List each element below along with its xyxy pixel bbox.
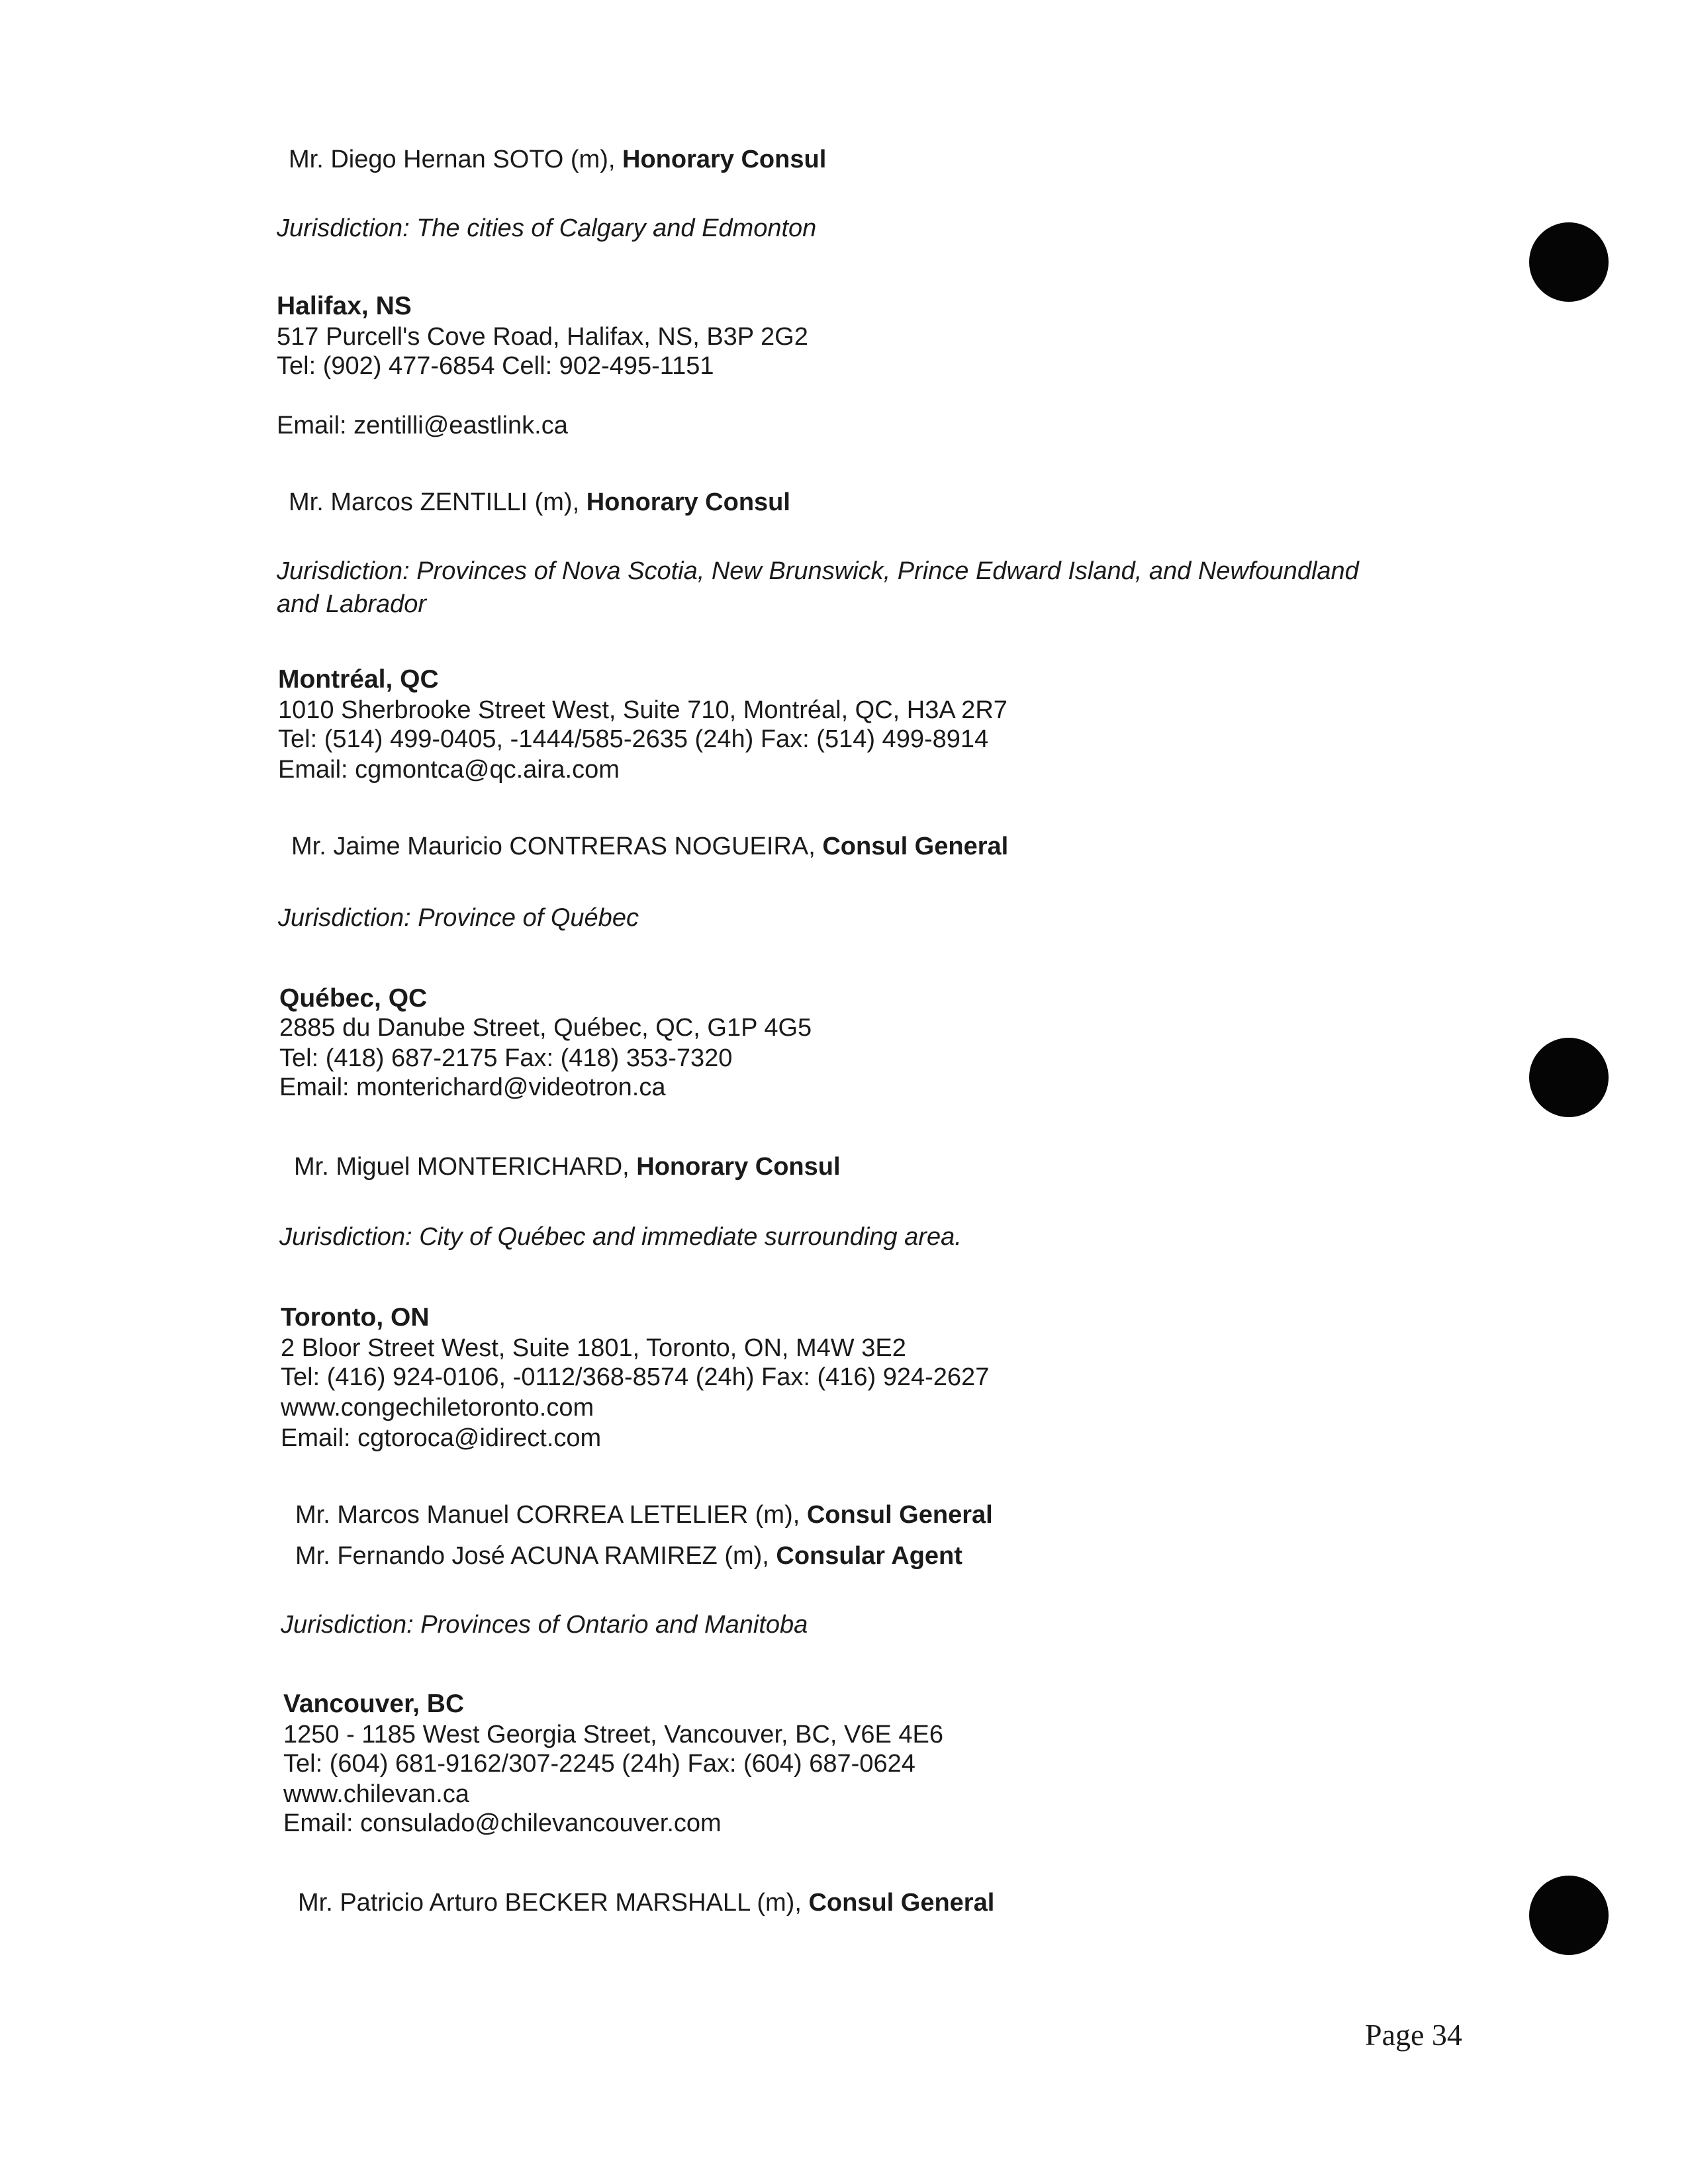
jurisdiction-text: Provinces of Nova Scotia, New Brunswick, Prince Edward Island, and Newfoundland [416, 557, 1359, 585]
official-correa [295, 1500, 993, 1530]
jurisdiction-label: Jurisdiction: [277, 557, 410, 585]
official-name: Mr. Miguel MONTERICHARD, [294, 1153, 630, 1181]
punch-hole-bottom [1529, 1876, 1609, 1955]
official-name: Mr. Jaime Mauricio CONTRERAS NOGUEIRA, [291, 833, 816, 860]
jurisdiction-text: City of Québec and immediate surrounding area. [419, 1223, 962, 1251]
office-heading-quebec: Québec, QC [279, 984, 428, 1013]
jurisdiction-label: Jurisdiction: [277, 214, 410, 242]
office-website: www.congechiletoronto.com [281, 1394, 594, 1422]
office-email: Email: consulado@chilevancouver.com [283, 1809, 722, 1837]
official-contreras [291, 831, 1008, 862]
official-title: Consul General [822, 833, 1009, 860]
official-name: Mr. Marcos ZENTILLI (m), [289, 488, 580, 516]
office-phone: Tel: (514) 499-0405, -1444/585-2635 (24h) Fax: (514) 499-8914 [278, 725, 989, 753]
jurisdiction-halifax-cont: and Labrador [277, 590, 427, 618]
jurisdiction-text: Provinces of Ontario and Manitoba [420, 1611, 808, 1639]
official-title: Honorary Consul [622, 146, 827, 173]
official-name: Mr. Diego Hernan SOTO (m), [289, 146, 616, 173]
office-email: Email: monterichard@videotron.ca [279, 1073, 666, 1101]
jurisdiction-label: Jurisdiction: [279, 1223, 412, 1251]
official-monterichard [294, 1152, 841, 1182]
official-name: Mr. Marcos Manuel CORREA LETELIER (m), [295, 1501, 800, 1529]
jurisdiction-soto [277, 213, 816, 244]
office-email: Email: cgtoroca@idirect.com [281, 1424, 602, 1452]
official-becker [298, 1888, 994, 1918]
official-title: Consul General [806, 1501, 993, 1529]
jurisdiction-toronto [281, 1610, 808, 1640]
office-address: 1010 Sherbrooke Street West, Suite 710, Montréal, QC, H3A 2R7 [278, 696, 1008, 724]
office-heading-montreal: Montréal, QC [278, 665, 439, 694]
official-title: Honorary Consul [586, 488, 790, 516]
office-email: Email: zentilli@eastlink.ca [277, 412, 568, 439]
office-phone: Tel: (604) 681-9162/307-2245 (24h) Fax: (604) 687-0624 [283, 1750, 915, 1778]
office-email: Email: cgmontca@qc.aira.com [278, 756, 620, 784]
page-number: Page 34 [1365, 2018, 1462, 2052]
jurisdiction-montreal [278, 903, 639, 933]
jurisdiction-text: The cities of Calgary and Edmonton [416, 214, 817, 242]
jurisdiction-label: Jurisdiction: [281, 1611, 414, 1639]
office-website: www.chilevan.ca [283, 1780, 469, 1808]
official-zentilli [289, 487, 790, 518]
jurisdiction-label: Jurisdiction: [278, 904, 411, 932]
official-soto [289, 144, 826, 175]
office-address: 2 Bloor Street West, Suite 1801, Toronto, ON, M4W 3E2 [281, 1334, 906, 1362]
official-acuna [295, 1541, 962, 1571]
office-address: 2885 du Danube Street, Québec, QC, G1P 4G5 [279, 1014, 812, 1042]
office-phone: Tel: (416) 924-0106, -0112/368-8574 (24h) Fax: (416) 924-2627 [281, 1363, 990, 1391]
official-name: Mr. Patricio Arturo BECKER MARSHALL (m), [298, 1889, 802, 1917]
jurisdiction-text: Province of Québec [418, 904, 639, 932]
jurisdiction-halifax [277, 556, 1359, 586]
office-heading-vancouver: Vancouver, BC [283, 1690, 465, 1718]
punch-hole-top [1529, 222, 1609, 302]
official-title: Honorary Consul [636, 1153, 841, 1181]
official-title: Consular Agent [776, 1542, 962, 1570]
office-phone: Tel: (902) 477-6854 Cell: 902-495-1151 [277, 352, 714, 380]
office-address: 517 Purcell's Cove Road, Halifax, NS, B3P 2G2 [277, 323, 808, 351]
official-name: Mr. Fernando José ACUNA RAMIREZ (m), [295, 1542, 769, 1570]
office-heading-halifax: Halifax, NS [277, 292, 412, 320]
jurisdiction-quebec [279, 1222, 962, 1252]
official-title: Consul General [808, 1889, 995, 1917]
office-address: 1250 - 1185 West Georgia Street, Vancouver, BC, V6E 4E6 [283, 1721, 944, 1749]
office-heading-toronto: Toronto, ON [281, 1303, 430, 1332]
punch-hole-middle [1529, 1038, 1609, 1117]
office-phone: Tel: (418) 687-2175 Fax: (418) 353-7320 [279, 1044, 733, 1072]
